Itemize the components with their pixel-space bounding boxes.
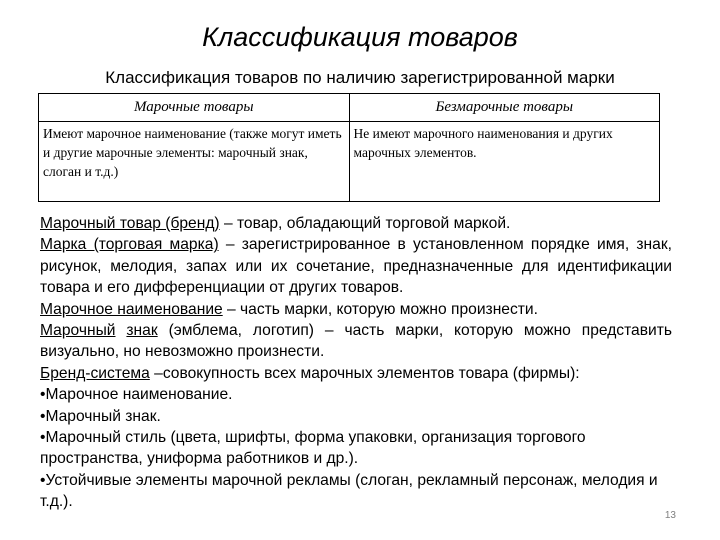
- page-number: 13: [664, 510, 676, 521]
- table-header-row: [39, 94, 660, 122]
- definition-term: Марочный: [40, 322, 116, 340]
- cell-branded: Имеют марочное наименование (также могут иметь и другие марочные элементы: марочный знак, слоган и т.д.): [39, 122, 350, 202]
- list-item: •Устойчивые элементы марочной рекламы (слоган, рекламный персонаж, мелодия и т.д.).: [40, 471, 658, 511]
- cell-unbranded: Не имеют марочного наименования и других марочных элементов.: [349, 122, 660, 202]
- definition-text: – зарегистрированное в установленном порядке имя, знак, рисунок, мелодия, запах или их сочетание, предназначенные для идентификации товара и его дифференциации от других товаров.: [40, 236, 672, 297]
- definition-term: знак: [126, 322, 158, 340]
- definition-trademark: [40, 234, 672, 298]
- definition-brand-system: [40, 363, 672, 384]
- list-item: •Марочное наименование.: [40, 386, 233, 404]
- definition-text: –совокупность всех марочных элементов товара (фирмы):: [149, 364, 580, 382]
- definition-brand-mark: [40, 320, 672, 363]
- definition-term: Марочное наименование: [40, 300, 223, 318]
- definition-term: Марочный товар (бренд): [40, 215, 220, 232]
- list-item: •Марочный знак.: [40, 407, 161, 425]
- definition-branded-product: [40, 213, 672, 234]
- table-row: [39, 122, 660, 202]
- header-unbranded: Безмарочные товары: [349, 94, 660, 122]
- slide-subtitle: Классификация товаров по наличию зарегистрированной марки: [105, 68, 615, 87]
- definition-brand-name: [40, 299, 672, 320]
- definition-text: – часть марки, которую можно произнести.: [222, 300, 538, 318]
- slide-title: Классификация товаров: [202, 22, 518, 52]
- definition-term: Марка (торговая марка): [40, 236, 219, 254]
- classification-table: [38, 93, 660, 202]
- definition-text: (эмблема, логотип) – часть марки, которую можно представить визуально, но невозможно произнести.: [40, 322, 672, 361]
- list-item: •Марочный стиль (цвета, шрифты, форма упаковки, организация торгового пространства, униформа работников и др.).: [40, 429, 586, 468]
- definitions-block: [40, 213, 672, 513]
- header-branded: Марочные товары: [39, 94, 350, 122]
- definition-term: Бренд-система: [40, 364, 150, 382]
- definition-text: – товар, обладающий торговой маркой.: [219, 215, 511, 232]
